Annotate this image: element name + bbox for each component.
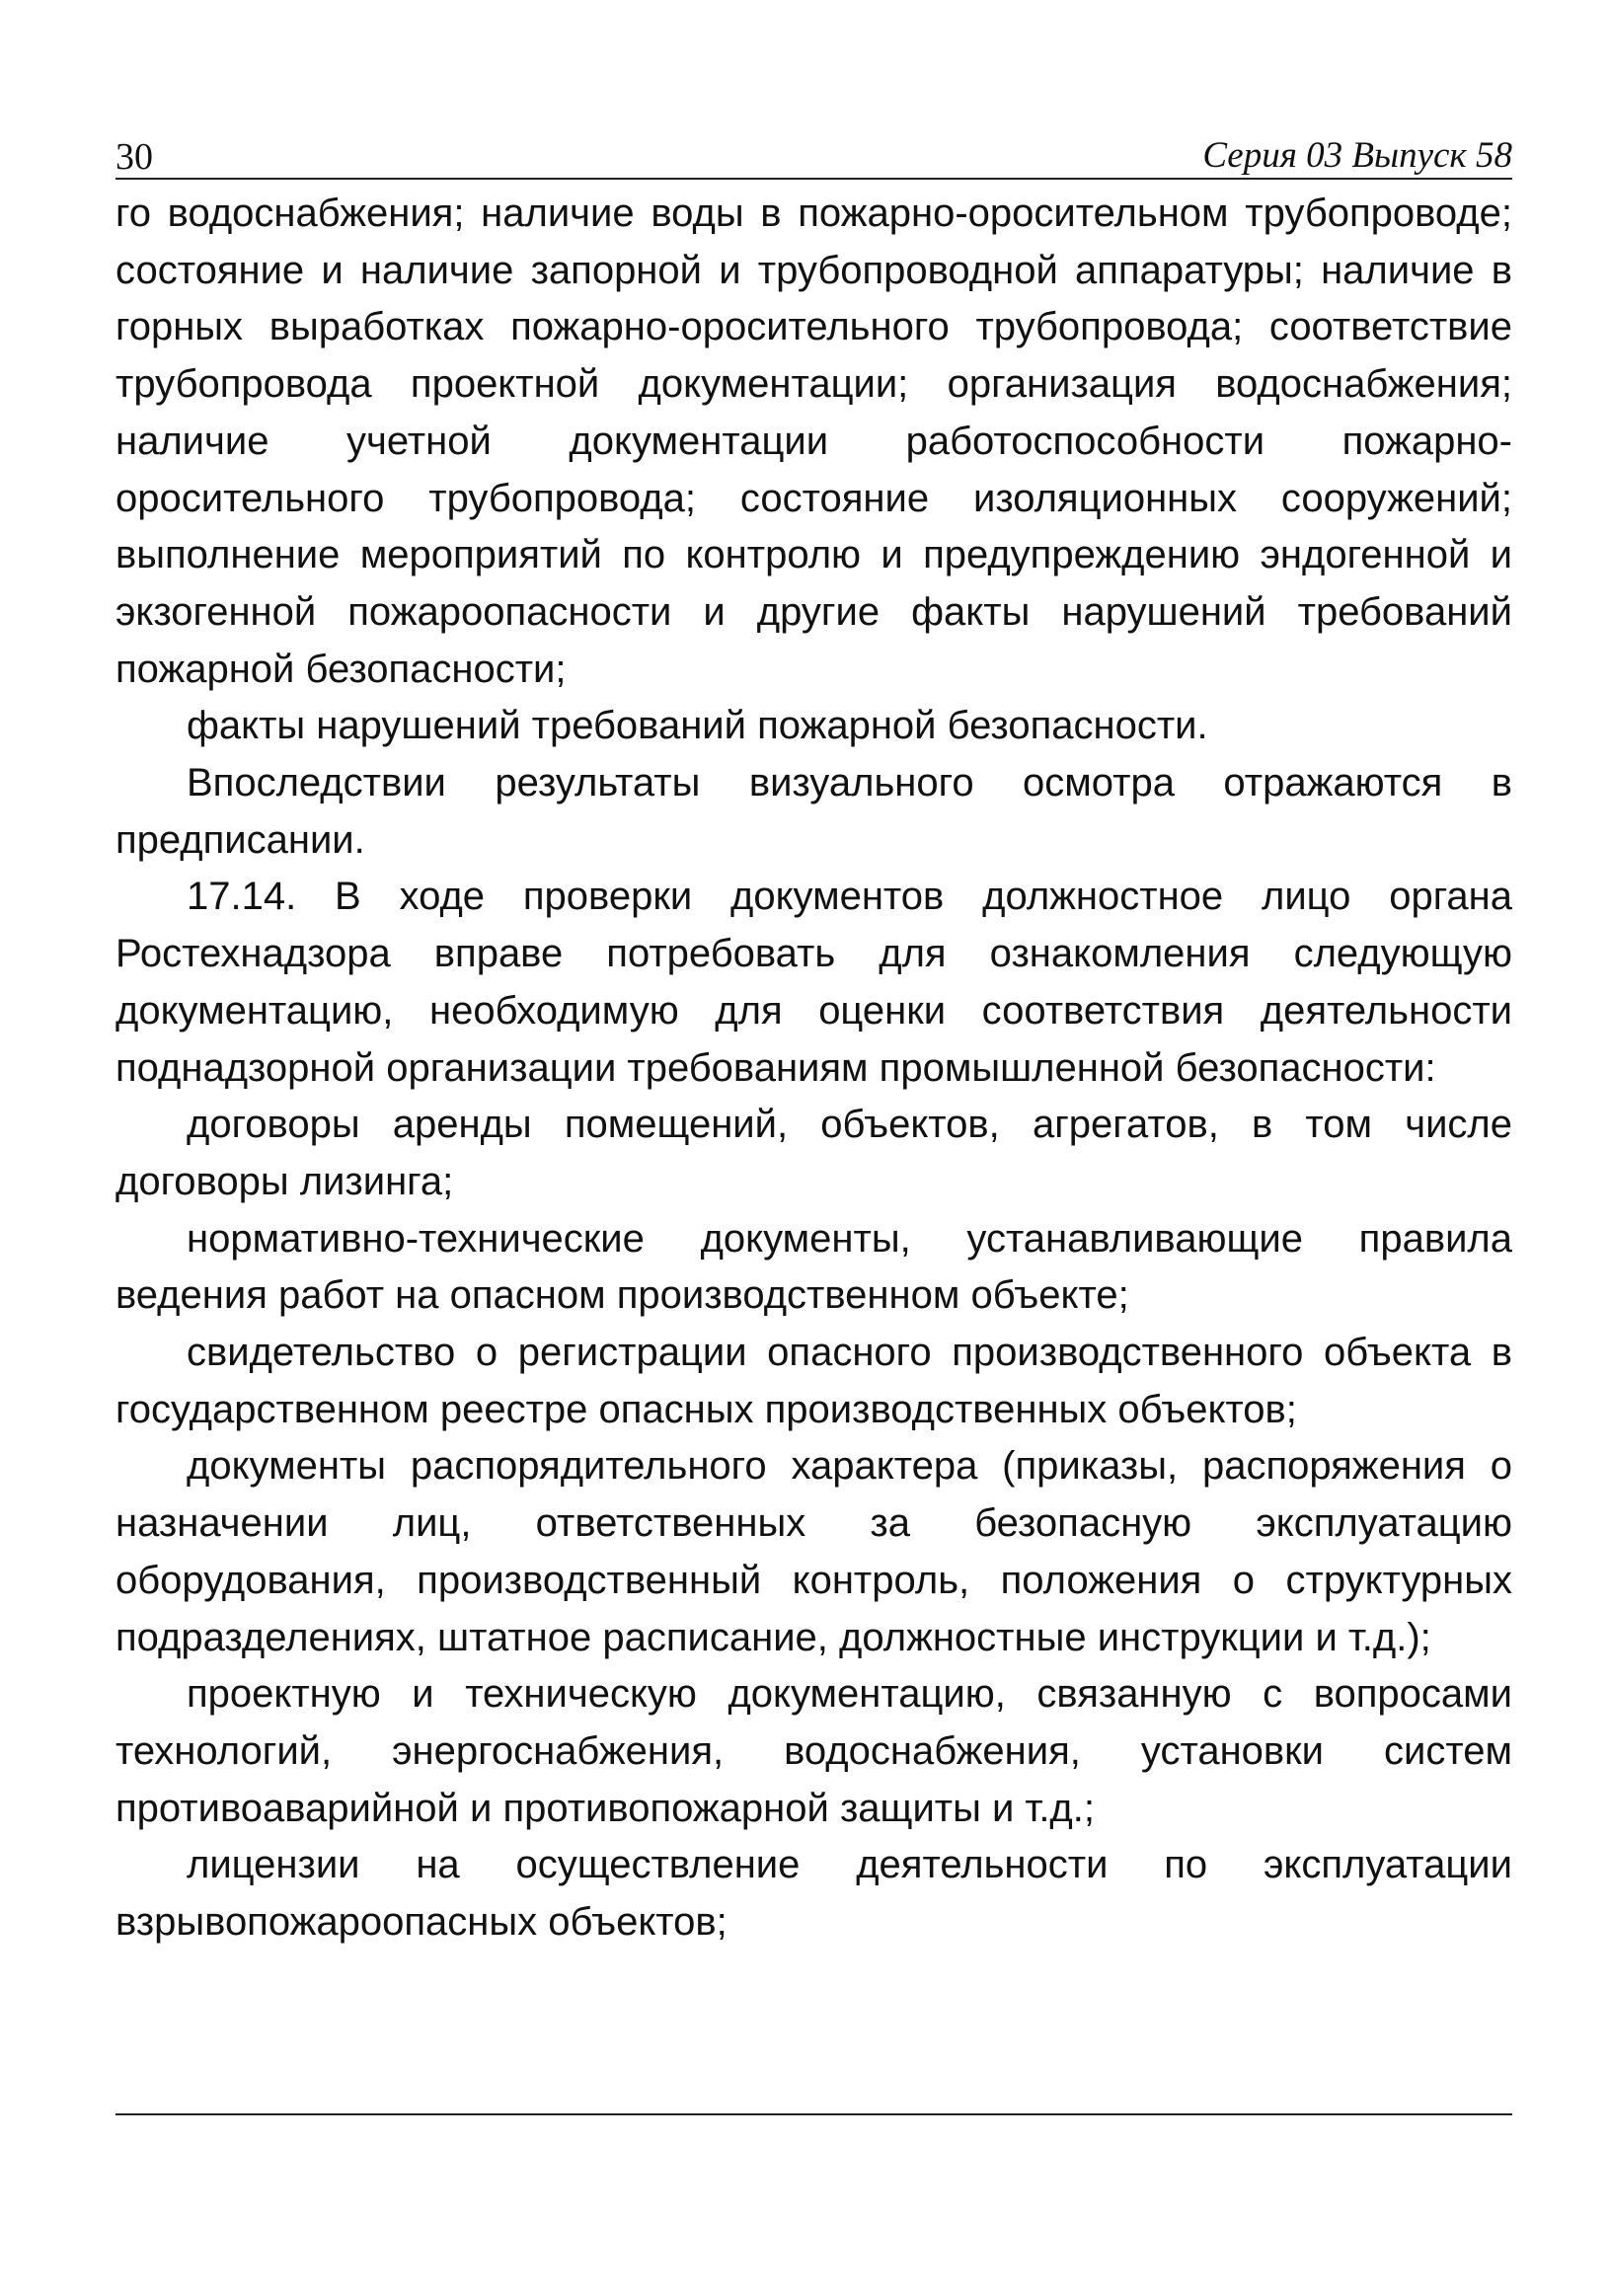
page-number: 30 [115,136,153,178]
paragraph-continuation: го водоснабжения; наличие воды в пожарно-оросительном трубопроводе; состояние и наличие запорной и трубопроводной аппаратуры; наличие в горных выработках пожарно-оросительного трубопровода; соответствие трубопровода проектной документации; организация водоснабжения; наличие учетной документации работоспособности пожарно-оросительного трубопровода; состояние изоляционных сооружений; выполнение мероприятий по контролю и предупреждению эндогенной и экзогенной пожароопасности и другие факты нарушений требований пожарной безопасности; [115,191,1512,691]
list-item: нормативно-технические документы, устанавливающие правила ведения работ на опасном производственном объекте; [115,1216,1512,1318]
document-page [115,123,1512,1952]
page-header [115,123,1512,180]
list-item: договоры аренды помещений, объектов, агрегатов, в том числе договоры лизинга; [115,1103,1512,1203]
running-head: Серия 03 Выпуск 58 [1202,135,1512,176]
paragraph: факты нарушений требований пожарной безопасности. [187,704,1208,748]
list-item: свидетельство о регистрации опасного производственного объекта в государственном реестре опасных производственных объектов; [115,1331,1512,1431]
footer-rule [115,2113,1512,2115]
list-item: документы распорядительного характера (приказы, распоряжения о назначении лиц, ответственных за безопасную эксплуатацию оборудования, производственный контроль, положения о структурных подразделениях, штатное расписание, должностные инструкции и т.д.); [115,1444,1512,1659]
paragraph-section-17-14: 17.14. В ходе проверки документов должностное лицо органа Ростехнадзора вправе потребовать для ознакомления следующую документацию, необходимую для оценки соответствия деятельности поднадзорной организации требованиям промышленной безопасности: [115,875,1512,1090]
list-item: лицензии на осуществление деятельности по эксплуатации взрывопожароопасных объектов; [115,1843,1512,1945]
paragraph: Впоследствии результаты визуального осмотра отражаются в предписании. [115,761,1512,862]
list-item: проектную и техническую документацию, связанную с вопросами технологий, энергоснабжения, водоснабжения, установки систем противоаварийной и противопожарной защиты и т.д.; [115,1672,1512,1830]
body-text [115,186,1512,1952]
